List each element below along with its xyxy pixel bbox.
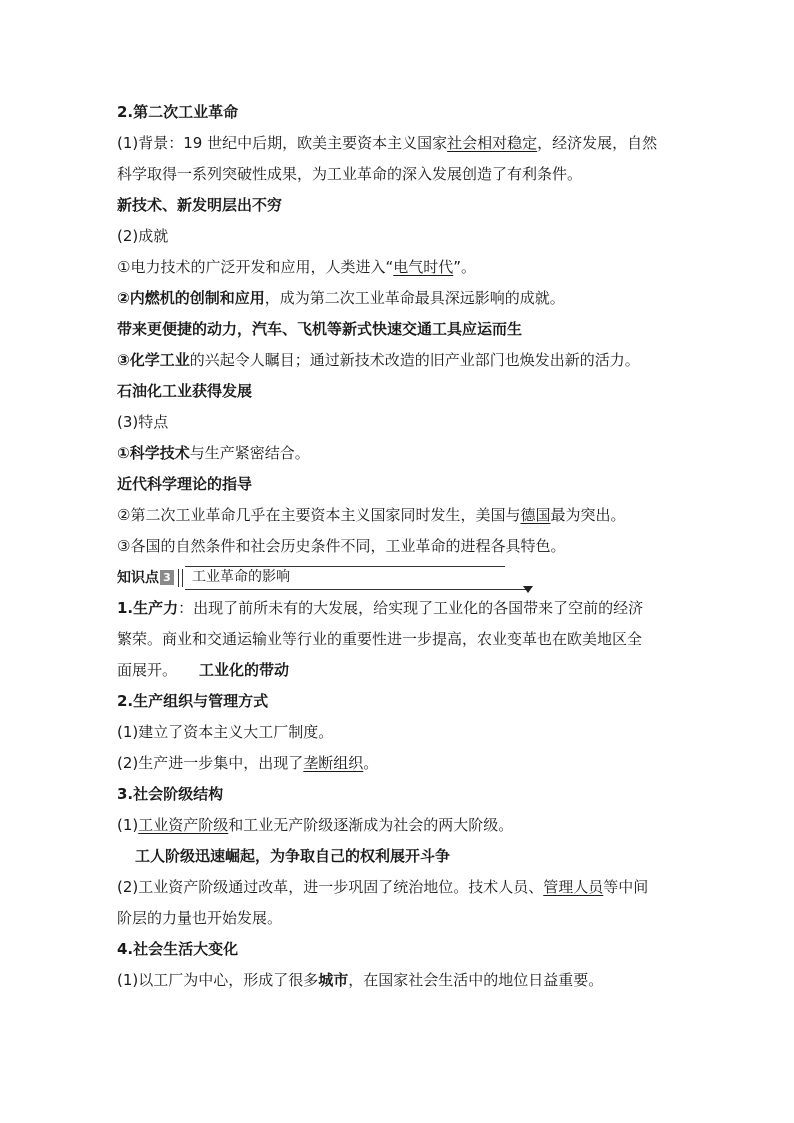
banner-number-badge: 3 xyxy=(160,570,174,585)
underlined-term: 垄断组织 xyxy=(303,754,364,772)
text: (2)生产进一步集中，出现了 xyxy=(117,754,304,772)
annotation-note: 石油化工业获得发展 xyxy=(117,382,253,400)
feature-item xyxy=(117,438,679,469)
text: ，成为第二次工业革命最具深远影响的成就。 xyxy=(264,289,565,307)
impact-productivity xyxy=(117,593,679,624)
annotation-note: 带来更便捷的动力，汽车、飞机等新式快速交通工具应运而生 xyxy=(117,320,523,338)
banner-bottom-rule xyxy=(185,589,530,590)
achievement-item xyxy=(117,345,679,376)
banner-title: 工业革命的影响 xyxy=(192,569,290,585)
bold-term: ①科学技术 xyxy=(117,444,190,462)
knowledge-point-banner xyxy=(117,562,679,593)
subheading-class-structure: 3.社会阶级结构 xyxy=(117,785,224,803)
text: 的兴起令人瞩目；通过新技术改造的旧产业部门也焕发出新的活力。 xyxy=(189,351,640,369)
text: (2)工业资产阶级通过改革，进一步巩固了统治地位。技术人员、 xyxy=(117,878,544,896)
list-item xyxy=(117,965,679,996)
underlined-term: 电气时代 xyxy=(393,258,454,276)
text: 最为突出。 xyxy=(550,506,626,524)
underlined-term: 管理人员 xyxy=(543,878,604,896)
text: 和工业无产阶级逐渐成为社会的两大阶级。 xyxy=(228,816,514,834)
list-item-cont: 阶层的力量也开始发展。 xyxy=(117,909,283,927)
annotation-note: 新技术、新发明层出不穷 xyxy=(117,196,283,214)
bold-term: ③化学工业 xyxy=(117,351,190,369)
document-body xyxy=(117,97,679,996)
banner-divider xyxy=(178,569,183,587)
subheading-social-life: 4.社会生活大变化 xyxy=(117,940,239,958)
text: ②第二次工业革命几乎在主要资本主义国家同时发生，美国与 xyxy=(117,506,521,524)
text: (1) xyxy=(117,816,139,834)
banner-tag: 知识点 xyxy=(117,570,159,586)
text: 与生产紧密结合。 xyxy=(189,444,310,462)
banner-top-rule xyxy=(185,566,505,567)
annotation-note: 工业化的带动 xyxy=(199,661,290,679)
text: 。 xyxy=(363,754,379,772)
underlined-term: 工业资产阶级 xyxy=(138,816,229,834)
background-paragraph-cont: 科学取得一系列突破性成果，为工业革命的深入发展创造了有利条件。 xyxy=(117,165,583,183)
annotation-note: 工人阶级迅速崛起，为争取自己的权利展开斗争 xyxy=(135,847,451,865)
text: ①电力技术的广泛开发和应用，人类进入“ xyxy=(117,258,394,276)
background-paragraph xyxy=(117,128,679,159)
underlined-term: 社会相对稳定 xyxy=(447,134,538,152)
feature-item: ③各国的自然条件和社会历史条件不同，工业革命的进程各具特色。 xyxy=(117,537,566,555)
underlined-term: 德国 xyxy=(520,506,551,524)
text: ”。 xyxy=(453,258,477,276)
annotation-note: 近代科学理论的指导 xyxy=(117,475,253,493)
text: 等中间 xyxy=(603,878,649,896)
subheading-organization: 2.生产组织与管理方式 xyxy=(117,692,269,710)
section-heading-second-industrial-revolution: 2.第二次工业革命 xyxy=(117,103,239,121)
bold-term: 城市 xyxy=(318,971,349,989)
achievement-item xyxy=(117,283,679,314)
bold-term: 1.生产力 xyxy=(117,599,179,617)
bold-term: ②内燃机的创制和应用 xyxy=(117,289,265,307)
text: ，经济发展，自然 xyxy=(537,134,658,152)
impact-productivity-cont xyxy=(117,655,679,686)
achievement-item xyxy=(117,252,679,283)
list-item: (1)建立了资本主义大工厂制度。 xyxy=(117,723,334,741)
list-item xyxy=(117,810,679,841)
text: (1)背景：19 世纪中后期，欧美主要资本主义国家 xyxy=(117,134,448,152)
subheading-achievements: (2)成就 xyxy=(117,227,169,245)
text: ：出现了前所未有的大发展，给实现了工业化的各国带来了空前的经济 xyxy=(178,599,644,617)
text: 面展开。 xyxy=(117,661,178,679)
feature-item xyxy=(117,500,679,531)
subheading-features: (3)特点 xyxy=(117,413,169,431)
impact-productivity-cont: 繁荣。商业和交通运输业等行业的重要性进一步提高，农业变革也在欧美地区全 xyxy=(117,630,643,648)
list-item xyxy=(117,748,679,779)
text: ，在国家社会生活中的地位日益重要。 xyxy=(348,971,604,989)
text: (1)以工厂为中心，形成了很多 xyxy=(117,971,319,989)
list-item xyxy=(117,872,679,903)
triangle-down-icon xyxy=(523,586,533,593)
